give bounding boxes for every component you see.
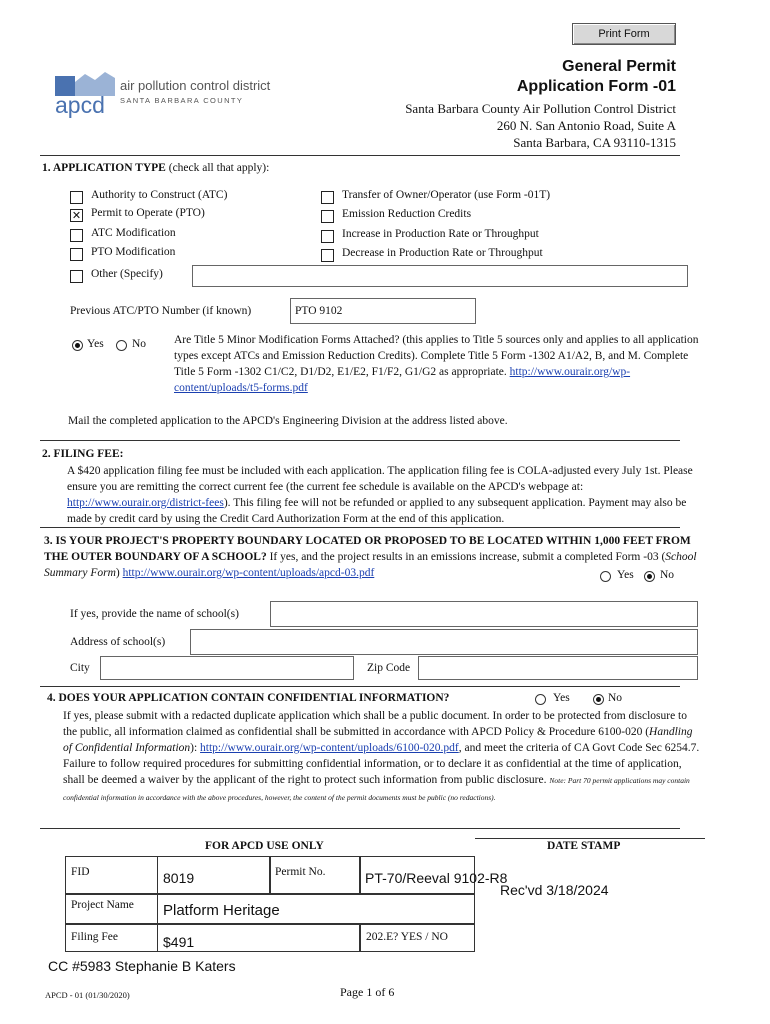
- mail-instructions: Mail the completed application to the APCD's Engineering Division at the address listed above.: [68, 415, 508, 427]
- label-transfer: Transfer of Owner/Operator (use Form -01T): [342, 189, 551, 201]
- label-pto-modification: PTO Modification: [91, 246, 176, 258]
- label-pto: Permit to Operate (PTO): [91, 207, 205, 219]
- confidential-no-radio[interactable]: [593, 694, 604, 705]
- school-name-label: If yes, provide the name of school(s): [70, 608, 239, 620]
- checkbox-emission-reduction[interactable]: [321, 210, 334, 223]
- checkbox-pto-modification[interactable]: [70, 248, 83, 261]
- district-fees-link[interactable]: http://www.ourair.org/district-fees: [67, 497, 224, 509]
- school-zip-input[interactable]: [418, 656, 698, 680]
- permit-value: PT-70/Reeval 9102-R8: [365, 870, 508, 886]
- school-no-radio[interactable]: [644, 571, 655, 582]
- logo-name: air pollution control district: [120, 78, 271, 93]
- section4-italic: Handling of Confidential Information: [63, 726, 693, 754]
- label-decrease-rate: Decrease in Production Rate or Throughput: [342, 247, 543, 259]
- confidential-yes-radio[interactable]: [535, 694, 546, 705]
- credit-card-note: CC #5983 Stephanie B Katers: [48, 958, 236, 974]
- section3-italic: School Summary Form: [44, 551, 697, 579]
- divider: [40, 527, 680, 528]
- address-line3: Santa Barbara, CA 93110-1315: [513, 135, 676, 150]
- checkbox-increase-rate[interactable]: [321, 230, 334, 243]
- checkbox-pto[interactable]: ✕: [71, 209, 82, 222]
- apcd-03-link[interactable]: http://www.ourair.org/wp-content/uploads/apcd-03.pdf: [122, 567, 375, 579]
- e-label: 202.E? YES / NO: [366, 931, 448, 943]
- confidential-yes-label: Yes: [553, 692, 570, 704]
- title-line2: Application Form -01: [516, 78, 676, 95]
- school-name-input[interactable]: [270, 601, 698, 627]
- section2-heading: 2. FILING FEE:: [42, 448, 124, 460]
- page-number: Page 1 of 6: [340, 985, 395, 999]
- label-column-rule: [157, 856, 158, 952]
- label-increase-rate: Increase in Production Rate or Throughput: [342, 228, 539, 240]
- school-address-input[interactable]: [190, 629, 698, 655]
- divider: [40, 155, 680, 156]
- section4-body: [63, 708, 703, 806]
- divider: [40, 686, 680, 687]
- checkbox-atc[interactable]: [70, 191, 83, 204]
- title5-yes-radio[interactable]: [72, 340, 83, 351]
- fee-value: $491: [163, 934, 195, 950]
- previous-number-input[interactable]: PTO 9102: [290, 298, 476, 324]
- fid-label: FID: [71, 866, 90, 878]
- form-title: [517, 57, 676, 97]
- confidential-no-label: No: [608, 692, 623, 704]
- label-emission-reduction: Emission Reduction Credits: [342, 208, 472, 220]
- fee-text1: A $420 application filing fee must be included with each application. The application filing fee is COLA-adjusted every July 1st. Please ensure you are remitting the correct current fee (the current fee schedule is available on the APCD's webpage at:: [67, 465, 693, 493]
- section2-body: [67, 463, 707, 527]
- fid-value: 8019: [163, 870, 195, 886]
- label-atc-modification: ATC Modification: [91, 227, 176, 239]
- project-label: Project Name: [71, 899, 134, 911]
- form-id: APCD - 01 (01/30/2020): [45, 990, 130, 1000]
- district-address: [405, 100, 676, 151]
- checkbox-other[interactable]: [70, 270, 83, 283]
- title5-link[interactable]: http://www.ourair.org/wp-content/uploads/t5-forms.pdf: [174, 366, 631, 394]
- fee-label: Filing Fee: [71, 931, 118, 943]
- section1-heading: [42, 162, 269, 174]
- title5-no-radio[interactable]: [116, 340, 127, 351]
- policy-6100-link[interactable]: http://www.ourair.org/wp-content/uploads/6100-020.pdf: [200, 742, 459, 754]
- section1-title: 1. APPLICATION TYPE: [42, 162, 166, 174]
- school-address-label: Address of school(s): [70, 636, 166, 648]
- date-stamp-rule: [475, 838, 705, 839]
- school-yes-radio[interactable]: [600, 571, 611, 582]
- title5-no-label: No: [132, 338, 147, 350]
- logo-county: SANTA BARBARA COUNTY: [120, 96, 244, 105]
- school-no-label: No: [660, 569, 675, 581]
- title5-yes-label: Yes: [87, 338, 104, 350]
- section4-heading: 4. DOES YOUR APPLICATION CONTAIN CONFIDENTIAL INFORMATION?: [47, 692, 450, 704]
- checkbox-atc-modification[interactable]: [70, 229, 83, 242]
- section4-note: Note: Part 70 permit applications may contain confidential information in accordance with the above procedures, however, the content of the permit documents must be public (no redactions).: [63, 776, 690, 802]
- received-stamp: Rec'vd 3/18/2024: [500, 882, 609, 898]
- title5-question: [174, 332, 704, 396]
- school-yes-label: Yes: [617, 569, 634, 581]
- checkbox-decrease-rate[interactable]: [321, 249, 334, 262]
- checkbox-transfer[interactable]: [321, 191, 334, 204]
- divider: [40, 828, 680, 829]
- address-line2: 260 N. San Antonio Road, Suite A: [496, 118, 676, 133]
- fee-text2: ). This filing fee will not be refunded or applied to any subsequent application. Payment may also be made by credit card by using the Credit Card Authorization Form at the end of this application.: [67, 497, 687, 525]
- section3-text2: ): [115, 567, 123, 579]
- school-zip-label: Zip Code: [367, 662, 411, 674]
- section4-text2: ):: [190, 742, 201, 754]
- previous-number-label: Previous ATC/PTO Number (if known): [70, 305, 252, 317]
- section4-text3: , and meet the criteria of CA Govt Code Sec 6254.7. Failure to follow required procedures for submitting confidential information, or to declare it as confidential at the time of application, shall be deemed a waiver by the applicant of the right to protect such information from public disclosure.: [63, 742, 700, 786]
- apcd-use-heading: FOR APCD USE ONLY: [205, 840, 324, 852]
- school-city-label: City: [70, 662, 90, 674]
- permit-label: Permit No.: [275, 866, 326, 878]
- date-stamp-heading: DATE STAMP: [547, 840, 621, 852]
- section3-heading: 3. IS YOUR PROJECT'S PROPERTY BOUNDARY LOCATED OR PROPOSED TO BE LOCATED WITHIN 1,000 FEET FROM THE OUTER BOUNDARY OF A SCHOOL?: [44, 535, 691, 563]
- section4-text1: If yes, please submit with a redacted duplicate application which shall be a public document. In order to be protected from disclosure to the public, all information claimed as confidential shall be submitted in accordance with APCD Policy & Procedure 6100-020 (: [63, 710, 687, 738]
- divider: [40, 440, 680, 441]
- print-form-button[interactable]: Print Form: [572, 23, 676, 45]
- section3-text1: If yes, and the project results in an emissions increase, submit a completed Form -03 (: [266, 551, 666, 563]
- title-line1: General Permit: [562, 58, 676, 75]
- project-value: Platform Heritage: [163, 902, 280, 919]
- title5-text: Are Title 5 Minor Modification Forms Attached? (this applies to Title 5 sources only and applies to all application types except ATCs and Emission Reduction Credits). Complete Title 5 Form -1302 A1/A2, B, and M. Complete Title 5 Form -1302 C1/C2, D1/D2, E1/E2, F1/F2, G1/G2 as appropriate.: [174, 334, 699, 378]
- section1-note: (check all that apply):: [165, 162, 270, 174]
- other-specify-input[interactable]: [192, 265, 688, 287]
- label-other: Other (Specify): [91, 268, 163, 280]
- label-atc: Authority to Construct (ATC): [91, 189, 228, 201]
- address-line1: Santa Barbara County Air Pollution Control District: [405, 101, 676, 116]
- school-city-input[interactable]: [100, 656, 354, 680]
- logo-abbr: apcd: [55, 92, 105, 118]
